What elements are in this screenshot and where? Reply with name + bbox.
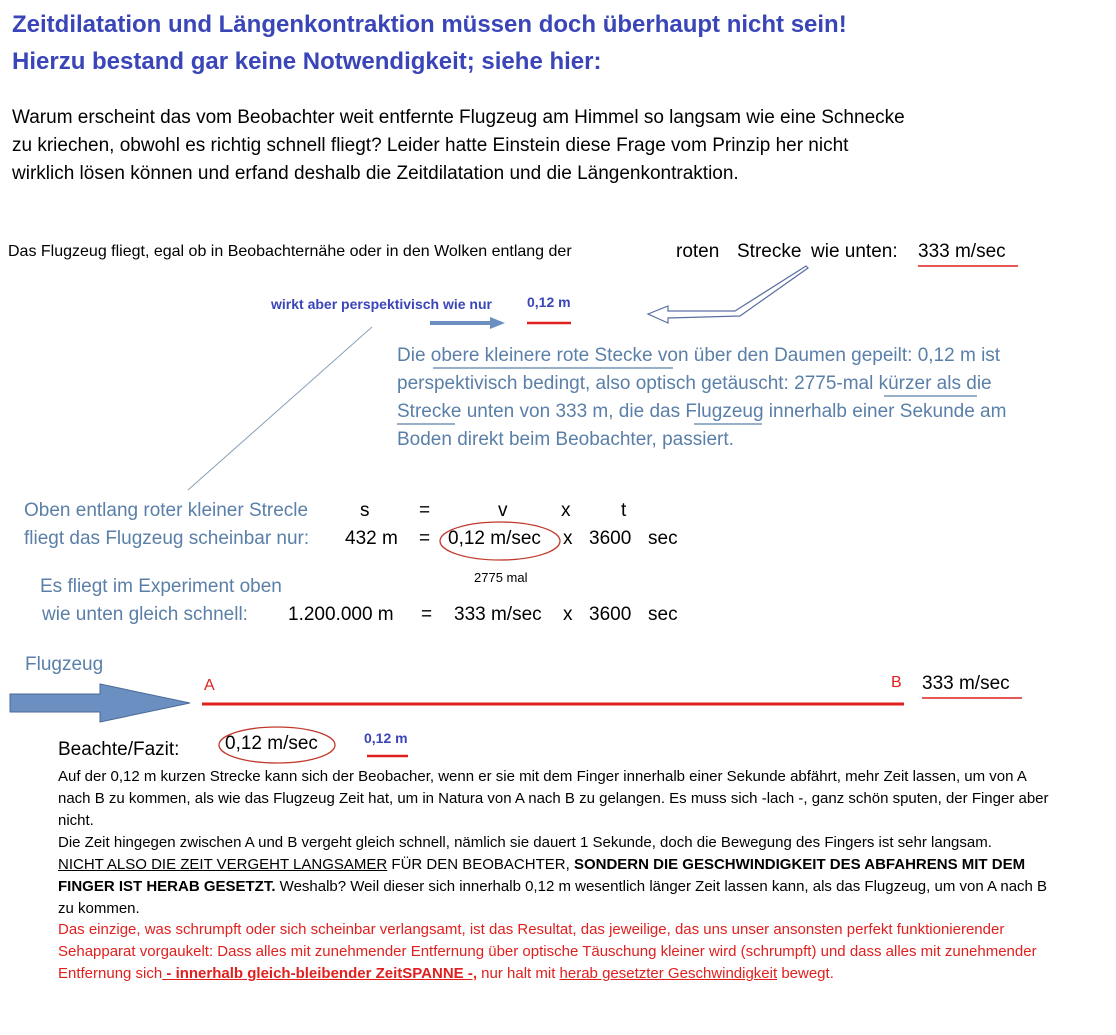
conclusion-paragraph-2: Die Zeit hingegen zwischen A und B vergeht gleich schnell, nämlich sie dauert 1 Sekunde, doch die Bewegung des Fingers ist sehr langsam.: [58, 834, 992, 851]
perspective-value: 0,12 m: [527, 294, 571, 310]
formula-label-line2: fliegt das Flugzeug scheinbar nur:: [24, 528, 310, 549]
explanation-part: von über den Daumen gepeilt: 0,12 m ist perspektivisch bedingt, also optisch getäuscht:: [397, 345, 1001, 394]
formula-s: s: [360, 500, 370, 521]
para4-mid: nur halt mit: [477, 965, 560, 982]
explanation-part: die das Flugzeug innerhalb einer Sekunde am Boden direkt beim Beobachter, passiert.: [397, 401, 1007, 450]
explanation-part: Die: [397, 345, 431, 366]
statement-roten: roten: [676, 241, 720, 262]
conclusion-paragraph-4: [58, 919, 1058, 985]
formula-row2-v: 333 m/sec: [454, 604, 542, 625]
formula-row1-s: 432 m: [345, 528, 398, 549]
formula-eq-header: =: [419, 500, 431, 521]
statement-strecke: Strecke: [737, 241, 802, 262]
conclusion-heading: Beachte/Fazit:: [58, 739, 180, 760]
formula-row1-unit: sec: [648, 528, 678, 549]
formula-label-line1: Oben entlang roter kleiner Strecle: [24, 500, 309, 521]
formula-row2-unit: sec: [648, 604, 678, 625]
statement-wie-unten: wie unten:: [811, 241, 898, 262]
perspective-label: wirkt aber perspektivisch wie nur: [271, 296, 492, 312]
statement-line: [8, 243, 572, 261]
formula-eq-row1: =: [419, 528, 431, 549]
conclusion-paragraph-1: Auf der 0,12 m kurzen Strecke kann sich der Beobacher, wenn er sie mit dem Finger innerhalb einer Sekunde abfährt, mehr Zeit lassen, um von A nach B zu kommen, als wie das Flugzeug Zeit hat, um in Natura von A nach B zu gelangen. Es muss sich -lach -, ganz schön sputen, der Finger aber nicht.: [58, 768, 1049, 829]
formula-t: t: [621, 500, 627, 521]
formula-ratio: 2775 mal: [474, 570, 528, 585]
experiment-line1: Es fliegt im Experiment oben: [40, 576, 282, 597]
formula-row2-t: 3600: [589, 604, 632, 625]
left-pointer-arrow: [648, 266, 808, 323]
formula-x-header: x: [561, 500, 571, 521]
plane-label: Flugzeug: [25, 654, 104, 675]
conclusion-paragraph-3: [58, 854, 1058, 920]
para4-main: Das einzige, was schrumpft oder sich scheinbar verlangsamt, ist das Resultat, das jeweilige, das uns unser ansonsten perfekt funktionierender Sehapparat vorgaukelt: Dass alles mit zunehmender Entfernung über optische Täuschung kleiner wird (schrumpft) und dass alles mit zunehmender Entfernung sich: [58, 921, 1037, 982]
title-line2: Hierzu bestand gar keine Notwendigkeit; siehe hier:: [12, 48, 602, 75]
intro-paragraph: Warum erscheint das vom Beobachter weit entfernte Flugzeug am Himmel so langsam wie eine Schnecke zu kriechen, obwohl es richtig schnell fliegt? Leider hatte Einstein diese Frage vom Prinzip her nicht wirklich lösen können und erfand deshalb die Zeitdilatation und die Längenkontraktion.: [12, 107, 905, 184]
formula-x-row1: x: [563, 528, 573, 549]
explanation-part: obere kleinere rote Stecke: [430, 345, 653, 366]
airplane-arrow-icon: [10, 684, 190, 722]
para4-end: bewegt.: [777, 965, 834, 982]
title-line1: Zeitdilatation und Längenkontraktion müssen doch überhaupt nicht sein!: [12, 11, 847, 38]
explanation-part: als die Strecke unten von: [397, 373, 992, 422]
para4-bold: - innerhalb gleich-bleibender ZeitSPANNE -,: [162, 965, 477, 982]
point-b: B: [891, 674, 902, 691]
statement-speed: 333 m/sec: [918, 241, 1006, 262]
formula-v: v: [498, 500, 508, 521]
para4-underlined: herab gesetzter Geschwindigkeit: [559, 965, 778, 982]
para3-bold: SONDERN DIE GESCHWINDIGKEIT DES ABFAHRENS MIT DEM FINGER IST HERAB GESETZT.: [58, 856, 1026, 895]
explanation-part: 333 m,: [555, 401, 614, 422]
small-arrow-head: [490, 317, 505, 329]
para3-normal: FÜR DEN BEOBACHTER,: [387, 856, 574, 873]
point-a: A: [204, 677, 215, 694]
formula-row1-t: 3600: [589, 528, 632, 549]
diagram-speed: 333 m/sec: [922, 673, 1010, 694]
formula-row1-v: 0,12 m/sec: [448, 528, 541, 549]
formula-eq-row2: =: [421, 604, 433, 625]
formula-x-row2: x: [563, 604, 573, 625]
explanation-paragraph: [397, 342, 1017, 454]
para3-tail: Weshalb? Weil dieser sich innerhalb 0,12 m wesentlich länger Zeit lassen kann, als das Flugzeug, um von A nach B zu kommen.: [58, 878, 1048, 917]
explanation-part: 2775-mal kürzer: [794, 373, 932, 394]
statement-prefix: Das Flugzeug fliegt, egal ob in Beobachternähe oder in den Wolken entlang der: [8, 243, 572, 260]
para3-underlined: NICHT ALSO DIE ZEIT VERGEHT LANGSAMER: [58, 856, 388, 873]
conclusion-oval-value: 0,12 m/sec: [225, 733, 318, 754]
perspective-diagonal-line: [188, 327, 372, 490]
experiment-line2: wie unten gleich schnell:: [42, 604, 248, 625]
conclusion-small-value: 0,12 m: [364, 730, 408, 746]
small-arrow-shaft: [430, 321, 492, 325]
formula-row2-s: 1.200.000 m: [288, 604, 394, 625]
